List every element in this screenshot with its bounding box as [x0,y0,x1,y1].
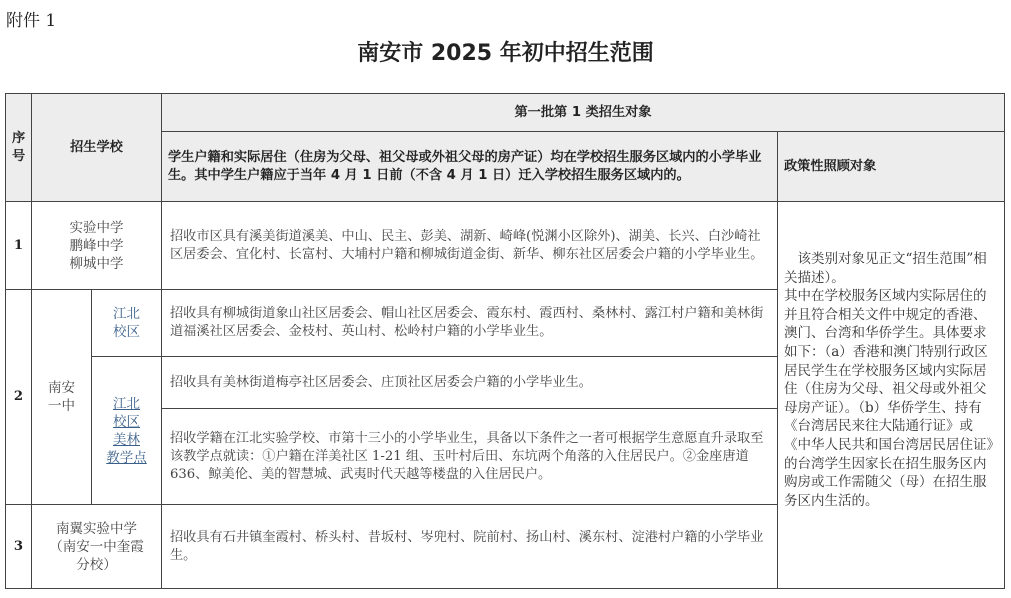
row-seq: 2 [6,290,32,505]
row-seq: 1 [6,202,32,290]
campus-line: 江北 [113,306,140,322]
header-seq: 序号 [6,94,32,202]
school-line: 柳城中学 [69,255,124,272]
campus-line: 美林 [113,431,140,448]
enrollment-scope: 招收学籍在江北实验学校、市第十三小的小学毕业生，具备以下条件之一者可根据学生意愿直升录取至该教学点就读：①户籍在洋美社区 1-21 组、玉叶村后田、东坑两个角落的入住居民户。②金座唐道 636、鲸美伦、美的智慧城、武夷时代天越等楼盘的入住居民户。 [162,409,778,505]
header-school: 招生学校 [32,94,162,202]
policy-cell [778,202,1005,589]
enrollment-table [5,93,1005,589]
school-line: 南翼实验中学 [56,520,137,537]
policy-paragraph: 该类别对象见正文“招生范围”相关描述）。 [784,251,987,286]
header-criteria: 学生户籍和实际居住（住房为父母、祖父母或外祖父母的房产证）均在学校招生服务区域内的小学毕业生。其中学生户籍应于当年 4 月 1 日前（不含 4 月 1 日）迁入学校招生服务区域内的。 [162,132,778,202]
campus-line: 校区 [113,324,140,340]
campus-line: 校区 [113,413,140,430]
row-seq: 3 [6,505,32,589]
school-line: 实验中学 [69,219,124,236]
attachment-label: 附件 1 [6,11,57,31]
campus-name [92,290,162,357]
school-name [32,290,92,505]
campus-line: 教学点 [106,449,147,466]
header-policy: 政策性照顾对象 [778,132,1005,202]
school-name [32,505,162,589]
enrollment-scope: 招收具有美林街道梅亭社区居委会、庄顶社区居委会户籍的小学毕业生。 [162,357,778,409]
school-line: 南安 [48,380,75,396]
school-line: （南安一中奎霞 [49,538,144,555]
school-name [32,202,162,290]
school-line: 鹏峰中学 [69,237,124,254]
enrollment-scope: 招收具有柳城街道象山社区居委会、帽山社区居委会、霞东村、霞西村、桑林村、露江村户籍和美林街道福溪社区居委会、金枝村、英山村、松岭村户籍的小学毕业生。 [162,290,778,357]
enrollment-scope: 招收具有石井镇奎霞村、桥头村、昔坂村、岑兜村、院前村、扬山村、溪东村、淀港村户籍的小学毕业生。 [162,505,778,589]
header-batch: 第一批第 1 类招生对象 [162,94,1005,132]
school-line: 一中 [48,398,75,414]
campus-name [92,357,162,505]
page-title: 南安市 2025 年初中招生范围 [357,41,654,66]
enrollment-scope: 招收市区具有溪美街道溪美、中山、民主、彭美、湖新、崎峰(悦渊小区除外)、湖美、长兴、白沙崎社区居委会、宜化村、长富村、大埔村户籍和柳城街道金街、新华、柳东社区居委会户籍的小学毕业生。 [162,202,778,290]
campus-line: 江北 [113,395,140,412]
school-line: 分校） [76,556,117,573]
policy-paragraph: 其中在学校服务区域内实际居住的并且符合相关文件中规定的香港、澳门、台湾和华侨学生。具体要求如下：（a）香港和澳门特别行政区居民学生在学校服务区域内实际居住（住房为父母、祖父母或外祖父母房产证）。（b）华侨学生、持有《台湾居民来往大陆通行证》或《中华人民共和国台湾居民居住证》的台湾学生因家长在招生服务区内购房或工作需随父（母）在招生服务区内生活的。 [784,288,994,509]
